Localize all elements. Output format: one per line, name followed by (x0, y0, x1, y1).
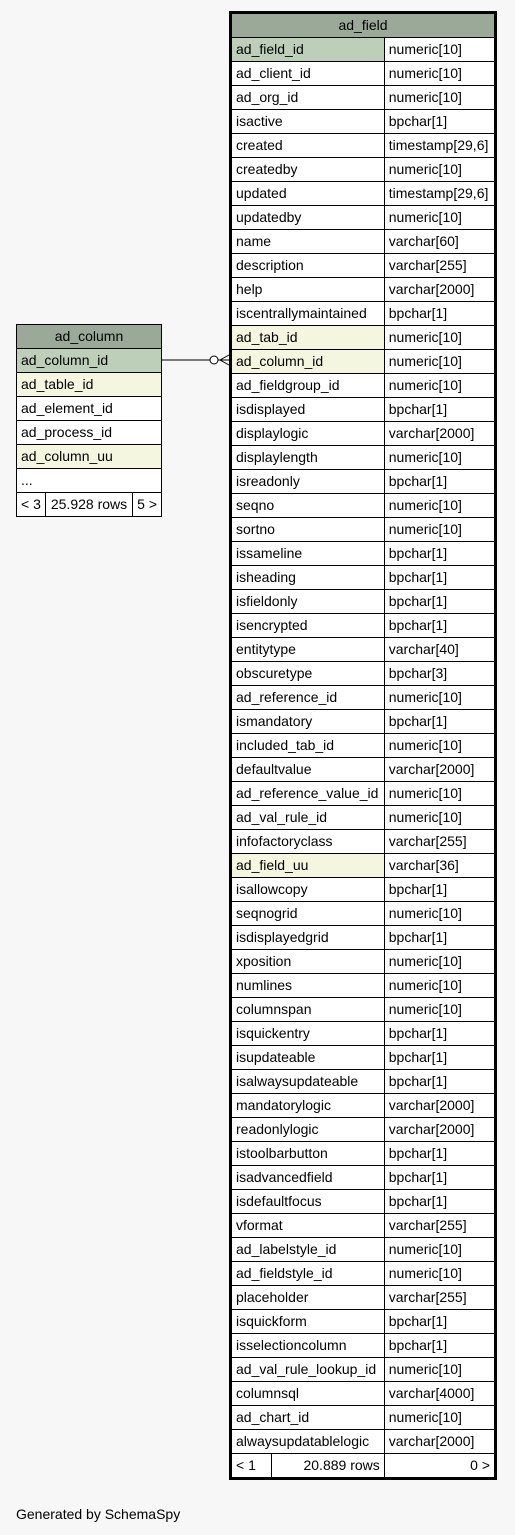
column-name[interactable]: iscentrallymaintained (231, 302, 385, 326)
ad-field-row[interactable] (231, 1334, 496, 1358)
column-type: bpchar[1] (384, 1046, 495, 1070)
column-name[interactable]: seqnogrid (231, 902, 385, 926)
column-type: numeric[10] (384, 974, 495, 998)
column-name[interactable]: ad_labelstyle_id (231, 1238, 385, 1262)
column-type: varchar[255] (384, 830, 495, 854)
zero-cardinality-circle (210, 356, 218, 364)
column-name[interactable]: created (231, 134, 385, 158)
ad-field-row[interactable] (231, 638, 496, 662)
column-type: numeric[10] (384, 518, 495, 542)
ad-field-row[interactable] (231, 1094, 496, 1118)
column-type: bpchar[1] (384, 926, 495, 950)
ad-field-footer-row (231, 1454, 496, 1479)
column-type: bpchar[1] (384, 542, 495, 566)
ad-column-footer-row (17, 493, 162, 517)
column-name[interactable]: ad_val_rule_id (231, 806, 385, 830)
ad-field-row[interactable] (231, 1406, 496, 1430)
ad-field-next[interactable]: 0 > (384, 1454, 495, 1479)
column-name[interactable]: ad_field_uu (231, 854, 385, 878)
ad-field-row[interactable] (231, 1070, 496, 1094)
column-name[interactable]: ad_element_id (17, 397, 162, 421)
ad-field-row[interactable] (231, 134, 496, 158)
ad-column-next[interactable]: 5 > (133, 493, 162, 517)
column-name[interactable]: ad_chart_id (231, 1406, 385, 1430)
column-type: bpchar[1] (384, 302, 495, 326)
column-name[interactable]: help (231, 278, 385, 302)
column-type: bpchar[1] (384, 710, 495, 734)
column-name[interactable]: isselectioncolumn (231, 1334, 385, 1358)
column-name[interactable]: included_tab_id (231, 734, 385, 758)
column-name[interactable]: name (231, 230, 385, 254)
column-type: numeric[10] (384, 206, 495, 230)
ad-field-footer-left (231, 1454, 385, 1479)
ad-field-row[interactable] (231, 1046, 496, 1070)
ad-field-row[interactable] (231, 158, 496, 182)
column-name[interactable]: isdisplayed (231, 398, 385, 422)
ad-column-row-count: 25.928 rows (45, 493, 132, 517)
column-type: bpchar[1] (384, 1070, 495, 1094)
column-type: bpchar[1] (384, 1142, 495, 1166)
column-name[interactable]: displaylogic (231, 422, 385, 446)
ad-field-row[interactable] (231, 1286, 496, 1310)
column-type: numeric[10] (384, 806, 495, 830)
column-type: varchar[2000] (384, 1118, 495, 1142)
ad-field-row[interactable] (231, 230, 496, 254)
column-name[interactable]: description (231, 254, 385, 278)
ad-field-row[interactable] (231, 62, 496, 86)
column-type: timestamp[29,6] (384, 182, 495, 206)
column-name[interactable]: isdefaultfocus (231, 1190, 385, 1214)
column-name[interactable]: displaylength (231, 446, 385, 470)
column-name[interactable]: numlines (231, 974, 385, 998)
column-name[interactable]: ad_column_uu (17, 445, 162, 469)
column-name[interactable]: isallowcopy (231, 878, 385, 902)
column-type: varchar[36] (384, 854, 495, 878)
column-type: numeric[10] (384, 998, 495, 1022)
column-type: numeric[10] (384, 902, 495, 926)
ad-field-row[interactable] (231, 1190, 496, 1214)
column-name[interactable]: ad_column_id (17, 349, 162, 373)
column-type: numeric[10] (384, 374, 495, 398)
column-type: numeric[10] (384, 686, 495, 710)
column-type: numeric[10] (384, 494, 495, 518)
ad-field-row[interactable] (231, 1430, 496, 1454)
column-type: bpchar[1] (384, 590, 495, 614)
ad-field-row[interactable] (231, 38, 496, 62)
column-type: numeric[10] (384, 782, 495, 806)
ad-field-row[interactable] (231, 902, 496, 926)
ad-field-row[interactable] (231, 278, 496, 302)
column-name[interactable]: isencrypted (231, 614, 385, 638)
ad-field-row[interactable] (231, 1262, 496, 1286)
ad-field-row[interactable] (231, 1382, 496, 1406)
column-name[interactable]: ismandatory (231, 710, 385, 734)
ad-column-prev[interactable]: < 3 (17, 493, 46, 517)
ad-field-row[interactable] (231, 302, 496, 326)
column-type: numeric[10] (384, 734, 495, 758)
ad-column-row[interactable] (17, 445, 162, 469)
ad-field-row[interactable] (231, 326, 496, 350)
column-name[interactable]: vformat (231, 1214, 385, 1238)
ad-field-row[interactable] (231, 998, 496, 1022)
column-name[interactable]: sortno (231, 518, 385, 542)
column-type: bpchar[1] (384, 566, 495, 590)
ad-field-row-count: 20.889 rows (303, 1457, 380, 1473)
column-type: bpchar[1] (384, 1310, 495, 1334)
column-type: bpchar[1] (384, 878, 495, 902)
ad-field-row[interactable] (231, 758, 496, 782)
column-name[interactable]: mandatorylogic (231, 1094, 385, 1118)
ad-column-row[interactable] (17, 349, 162, 373)
ad-field-row[interactable] (231, 686, 496, 710)
ad-field-row[interactable] (231, 806, 496, 830)
column-name[interactable]: defaultvalue (231, 758, 385, 782)
column-name[interactable]: readonlylogic (231, 1118, 385, 1142)
column-name[interactable]: ad_process_id (17, 421, 162, 445)
ad-field-row[interactable] (231, 206, 496, 230)
ad-field-row[interactable] (231, 470, 496, 494)
column-type: bpchar[1] (384, 614, 495, 638)
column-name[interactable]: columnsql (231, 1382, 385, 1406)
ad-field-row[interactable] (231, 1214, 496, 1238)
column-name[interactable]: ad_field_id (231, 38, 385, 62)
column-name[interactable]: xposition (231, 950, 385, 974)
ad-column-title[interactable]: ad_column (17, 325, 162, 349)
column-name[interactable]: seqno (231, 494, 385, 518)
ad-field-row[interactable] (231, 1358, 496, 1382)
ad-field-row[interactable] (231, 950, 496, 974)
ad-field-row[interactable] (231, 878, 496, 902)
ad-field-row[interactable] (231, 830, 496, 854)
column-type: bpchar[1] (384, 110, 495, 134)
ad-field-row[interactable] (231, 1142, 496, 1166)
column-name[interactable]: updated (231, 182, 385, 206)
ad-field-row[interactable] (231, 662, 496, 686)
ellipsis-row (17, 469, 162, 493)
ad-field-row[interactable] (231, 110, 496, 134)
column-name[interactable]: ad_val_rule_lookup_id (231, 1358, 385, 1382)
column-type: numeric[10] (384, 350, 495, 374)
ad-field-row[interactable] (231, 926, 496, 950)
column-type: bpchar[1] (384, 398, 495, 422)
ad-field-row[interactable] (231, 710, 496, 734)
ad-field-row[interactable] (231, 1118, 496, 1142)
ad-field-row[interactable] (231, 422, 496, 446)
column-name[interactable]: updatedby (231, 206, 385, 230)
ad-field-title[interactable]: ad_field (231, 13, 496, 38)
column-name[interactable]: entitytype (231, 638, 385, 662)
column-name[interactable]: infofactoryclass (231, 830, 385, 854)
ad-field-row[interactable] (231, 374, 496, 398)
column-type: varchar[2000] (384, 1094, 495, 1118)
ad-field-row[interactable] (231, 734, 496, 758)
column-name[interactable]: alwaysupdatablelogic (231, 1430, 385, 1454)
ad-field-row[interactable] (231, 974, 496, 998)
column-type: numeric[10] (384, 62, 495, 86)
column-type: varchar[2000] (384, 758, 495, 782)
ad-field-row[interactable] (231, 614, 496, 638)
column-type: numeric[10] (384, 1358, 495, 1382)
column-name[interactable]: ad_fieldstyle_id (231, 1262, 385, 1286)
ad-field-row[interactable] (231, 782, 496, 806)
ad-field-row[interactable] (231, 1166, 496, 1190)
ad-field-prev[interactable]: < 1 (232, 1454, 272, 1477)
column-type: varchar[4000] (384, 1382, 495, 1406)
column-type: bpchar[1] (384, 1190, 495, 1214)
ad-field-row[interactable] (231, 590, 496, 614)
ad-field-row[interactable] (231, 854, 496, 878)
column-name[interactable]: isquickform (231, 1310, 385, 1334)
ad-field-row[interactable] (231, 1310, 496, 1334)
ad-field-row[interactable] (231, 86, 496, 110)
column-name[interactable]: isheading (231, 566, 385, 590)
column-name[interactable]: placeholder (231, 1286, 385, 1310)
column-type: numeric[10] (384, 1262, 495, 1286)
ad-column-table[interactable] (16, 324, 162, 517)
ad-field-row[interactable] (231, 542, 496, 566)
column-name[interactable]: isquickentry (231, 1022, 385, 1046)
column-name[interactable]: isfieldonly (231, 590, 385, 614)
column-type: varchar[255] (384, 1286, 495, 1310)
generated-by-footer: Generated by SchemaSpy (16, 1506, 181, 1522)
column-type: numeric[10] (384, 1406, 495, 1430)
ad-column-row[interactable] (17, 373, 162, 397)
ad-field-row[interactable] (231, 446, 496, 470)
ad-column-row[interactable] (17, 421, 162, 445)
ad-field-row[interactable] (231, 182, 496, 206)
ellipsis: ... (17, 469, 162, 493)
column-name[interactable]: issameline (231, 542, 385, 566)
column-name[interactable]: ad_tab_id (231, 326, 385, 350)
column-type: varchar[2000] (384, 278, 495, 302)
ad-field-row[interactable] (231, 350, 496, 374)
column-name[interactable]: isupdateable (231, 1046, 385, 1070)
column-name[interactable]: isactive (231, 110, 385, 134)
column-type: varchar[40] (384, 638, 495, 662)
column-type: numeric[10] (384, 950, 495, 974)
column-name[interactable]: createdby (231, 158, 385, 182)
ad-column-row[interactable] (17, 397, 162, 421)
column-type: varchar[2000] (384, 422, 495, 446)
ad-field-row[interactable] (231, 494, 496, 518)
column-type: varchar[255] (384, 1214, 495, 1238)
column-type: varchar[60] (384, 230, 495, 254)
column-type: numeric[10] (384, 86, 495, 110)
ad-field-row[interactable] (231, 566, 496, 590)
column-type: numeric[10] (384, 38, 495, 62)
column-type: bpchar[1] (384, 1022, 495, 1046)
column-name[interactable]: columnspan (231, 998, 385, 1022)
column-type: numeric[10] (384, 158, 495, 182)
column-type: bpchar[3] (384, 662, 495, 686)
column-type: bpchar[1] (384, 1166, 495, 1190)
column-name[interactable]: ad_table_id (17, 373, 162, 397)
column-name[interactable]: ad_fieldgroup_id (231, 374, 385, 398)
column-name[interactable]: istoolbarbutton (231, 1142, 385, 1166)
column-type: numeric[10] (384, 1238, 495, 1262)
column-name[interactable]: ad_reference_id (231, 686, 385, 710)
column-type: numeric[10] (384, 326, 495, 350)
column-type: timestamp[29,6] (384, 134, 495, 158)
column-type: bpchar[1] (384, 1334, 495, 1358)
ad-field-table[interactable] (229, 11, 497, 1480)
column-name[interactable]: isalwaysupdateable (231, 1070, 385, 1094)
column-type: varchar[255] (384, 254, 495, 278)
ad-field-row[interactable] (231, 1022, 496, 1046)
column-name[interactable]: ad_reference_value_id (231, 782, 385, 806)
column-name[interactable]: ad_column_id (231, 350, 385, 374)
ad-field-row[interactable] (231, 518, 496, 542)
column-name[interactable]: isreadonly (231, 470, 385, 494)
crowfoot-marker (220, 355, 229, 365)
column-name[interactable]: isadvancedfield (231, 1166, 385, 1190)
column-name[interactable]: ad_org_id (231, 86, 385, 110)
column-type: bpchar[1] (384, 470, 495, 494)
column-name[interactable]: isdisplayedgrid (231, 926, 385, 950)
ad-field-row[interactable] (231, 398, 496, 422)
column-name[interactable]: obscuretype (231, 662, 385, 686)
column-type: numeric[10] (384, 446, 495, 470)
column-name[interactable]: ad_client_id (231, 62, 385, 86)
column-type: varchar[2000] (384, 1430, 495, 1454)
ad-field-row[interactable] (231, 254, 496, 278)
ad-field-row[interactable] (231, 1238, 496, 1262)
